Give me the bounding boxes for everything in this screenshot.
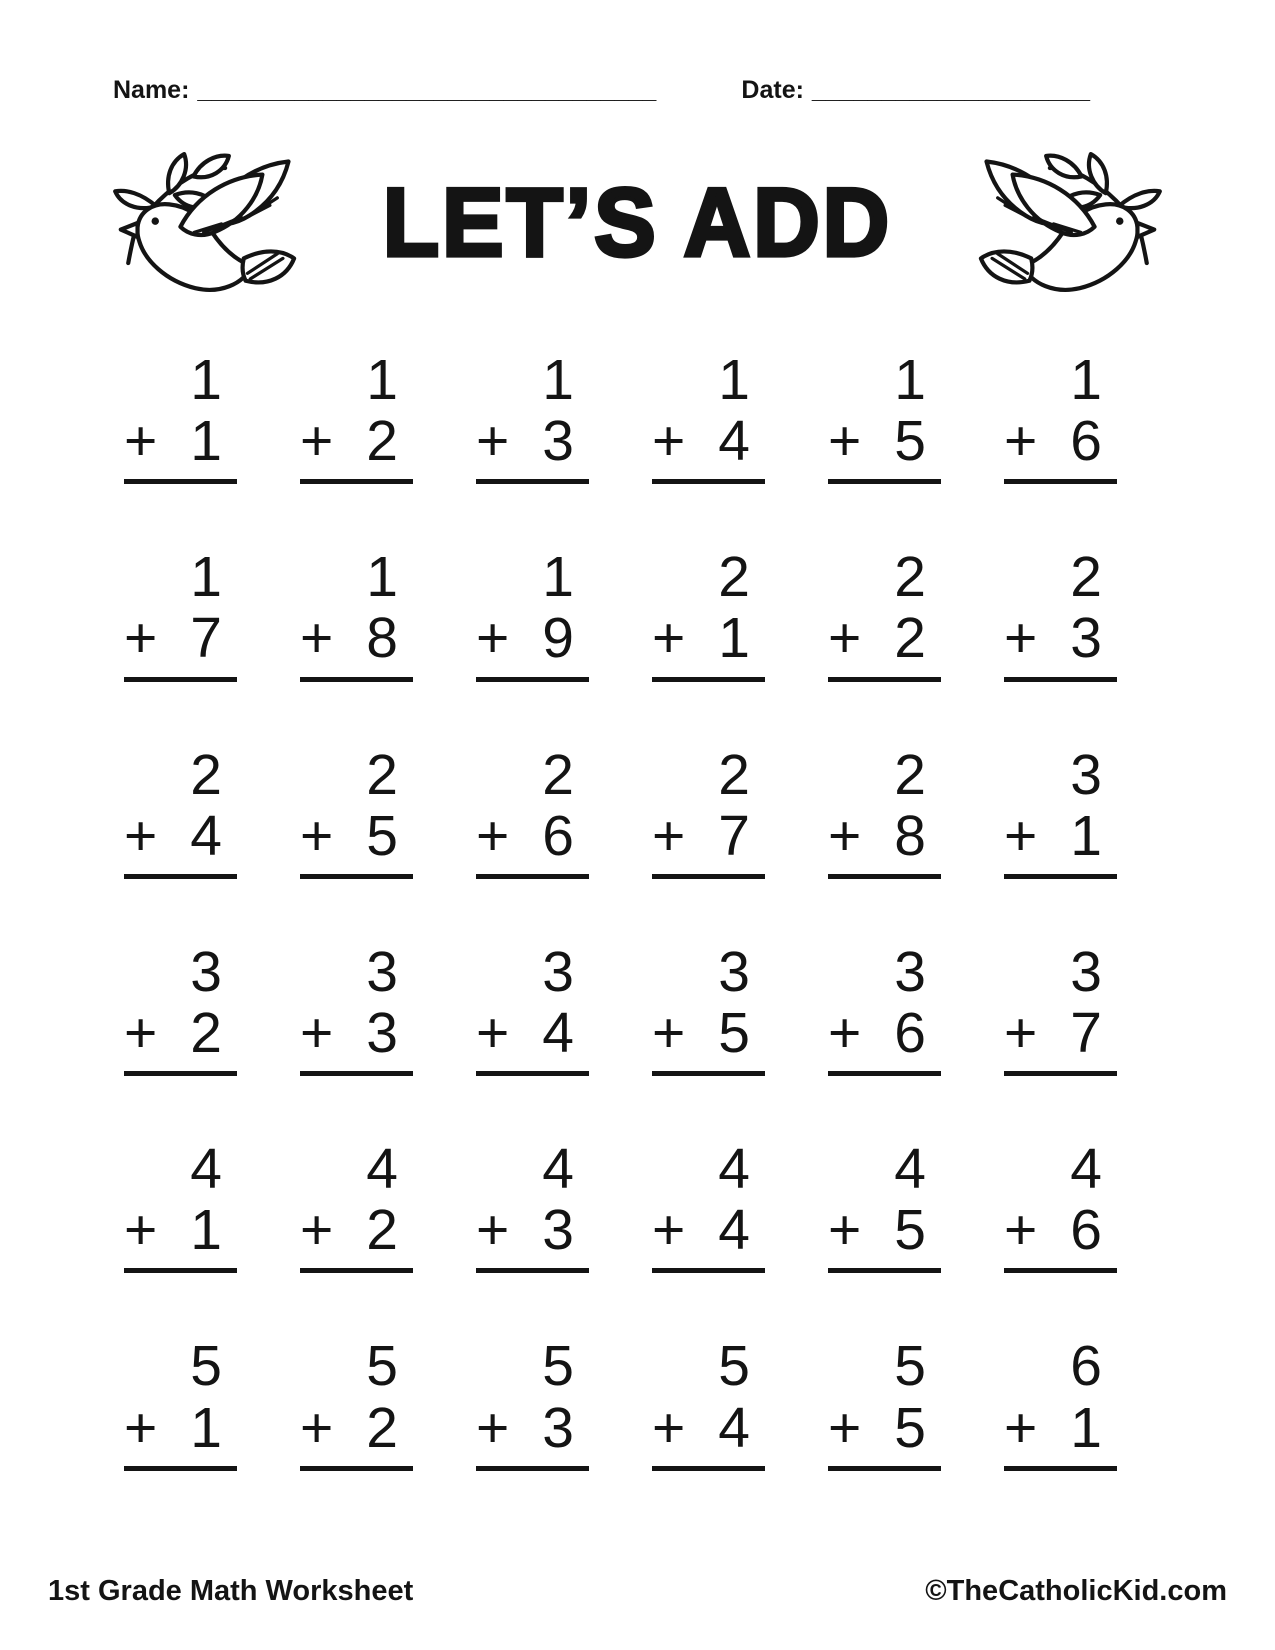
addition-problem <box>476 1334 589 1470</box>
top-addend: 6 <box>1070 1334 1102 1399</box>
top-addend: 5 <box>894 1334 926 1399</box>
top-addend: 3 <box>1070 939 1102 1004</box>
addition-problem <box>652 348 765 484</box>
bottom-addend: 7 <box>718 803 750 868</box>
plus-sign: + <box>476 803 510 868</box>
addition-problem <box>1004 545 1117 681</box>
answer-line[interactable] <box>124 1466 237 1471</box>
addition-problem <box>828 348 941 484</box>
plus-sign: + <box>300 409 334 474</box>
top-addend: 5 <box>190 1334 222 1399</box>
dove-icon-left <box>104 139 309 307</box>
answer-line[interactable] <box>652 1466 765 1471</box>
plus-sign: + <box>124 606 158 671</box>
plus-sign: + <box>652 1198 686 1263</box>
top-addend: 4 <box>542 1137 574 1202</box>
bottom-addend: 6 <box>1070 1198 1102 1263</box>
plus-sign: + <box>124 1395 158 1460</box>
date-label: Date: <box>741 76 804 104</box>
bottom-addend: 1 <box>718 606 750 671</box>
header <box>0 0 1275 105</box>
bottom-addend: 1 <box>1070 803 1102 868</box>
top-addend: 2 <box>718 545 750 610</box>
bottom-addend: 3 <box>542 409 574 474</box>
top-addend: 2 <box>718 742 750 807</box>
bottom-addend: 4 <box>190 803 222 868</box>
problem-row-5 <box>124 1137 1117 1273</box>
addition-problem <box>300 742 413 879</box>
bottom-addend: 5 <box>366 803 398 868</box>
addition-problem <box>124 939 237 1076</box>
addition-problem <box>828 939 941 1076</box>
answer-line[interactable] <box>124 677 237 682</box>
top-addend: 3 <box>894 939 926 1004</box>
answer-line[interactable] <box>300 1466 413 1471</box>
plus-sign: + <box>300 1000 334 1065</box>
problem-row-6 <box>124 1334 1117 1470</box>
addition-problem <box>652 939 765 1076</box>
answer-line[interactable] <box>828 479 941 484</box>
top-addend: 1 <box>894 348 926 412</box>
addition-problem <box>652 1137 765 1273</box>
addition-problem <box>300 545 413 681</box>
addition-problem <box>652 742 765 879</box>
top-addend: 1 <box>366 545 398 610</box>
addition-problem <box>300 1334 413 1470</box>
top-addend: 4 <box>718 1137 750 1202</box>
addition-problem <box>124 545 237 681</box>
bottom-addend: 2 <box>190 1000 222 1065</box>
answer-line[interactable] <box>124 874 237 879</box>
top-addend: 4 <box>190 1137 222 1202</box>
answer-line[interactable] <box>1004 1466 1117 1471</box>
bottom-addend: 6 <box>1070 409 1102 474</box>
top-addend: 3 <box>1070 742 1102 807</box>
top-addend: 1 <box>190 545 222 610</box>
top-addend: 5 <box>542 1334 574 1399</box>
plus-sign: + <box>828 1000 862 1065</box>
plus-sign: + <box>828 1395 862 1460</box>
bottom-addend: 3 <box>366 1000 398 1065</box>
addition-problem <box>828 1334 941 1470</box>
answer-line[interactable] <box>124 479 237 484</box>
bottom-addend: 7 <box>190 606 222 671</box>
plus-sign: + <box>300 1198 334 1263</box>
bottom-addend: 5 <box>894 1198 926 1263</box>
plus-sign: + <box>124 1198 158 1263</box>
answer-line[interactable] <box>1004 874 1117 879</box>
answer-line[interactable] <box>828 1466 941 1471</box>
answer-line[interactable] <box>300 1268 413 1273</box>
bottom-addend: 6 <box>542 803 574 868</box>
bottom-addend: 6 <box>894 1000 926 1065</box>
page-title: LET’S ADD <box>382 169 893 277</box>
plus-sign: + <box>652 409 686 474</box>
plus-sign: + <box>124 803 158 868</box>
footer-worksheet-label: 1st Grade Math Worksheet <box>48 1575 414 1607</box>
addition-problem <box>124 1137 237 1273</box>
plus-sign: + <box>828 1198 862 1263</box>
answer-line[interactable] <box>476 677 589 682</box>
answer-line[interactable] <box>1004 677 1117 682</box>
title-band <box>0 139 1275 307</box>
answer-line[interactable] <box>476 1268 589 1273</box>
addition-problem <box>300 1137 413 1273</box>
plus-sign: + <box>652 1395 686 1460</box>
addition-problem <box>828 545 941 681</box>
answer-line[interactable] <box>124 1268 237 1273</box>
plus-sign: + <box>300 606 334 671</box>
top-addend: 2 <box>366 742 398 807</box>
answer-line[interactable] <box>300 677 413 682</box>
answer-line[interactable] <box>652 479 765 484</box>
addition-problem <box>300 939 413 1076</box>
bottom-addend: 1 <box>190 1198 222 1263</box>
addition-problem <box>1004 1334 1117 1470</box>
bottom-addend: 2 <box>894 606 926 671</box>
addition-problem <box>476 939 589 1076</box>
footer <box>0 1575 1275 1608</box>
bottom-addend: 1 <box>190 409 222 474</box>
answer-line[interactable] <box>828 1071 941 1076</box>
problem-row-1 <box>124 348 1117 484</box>
top-addend: 1 <box>190 348 222 412</box>
addition-problem <box>124 1334 237 1470</box>
addition-problem <box>828 742 941 879</box>
plus-sign: + <box>124 1000 158 1065</box>
plus-sign: + <box>652 1000 686 1065</box>
top-addend: 1 <box>366 348 398 412</box>
bottom-addend: 9 <box>542 606 574 671</box>
top-addend: 2 <box>894 545 926 610</box>
bottom-addend: 8 <box>366 606 398 671</box>
name-field <box>113 76 656 105</box>
top-addend: 2 <box>1070 545 1102 610</box>
addition-problem <box>300 348 413 484</box>
answer-line[interactable] <box>652 677 765 682</box>
problems-grid <box>124 348 1117 1471</box>
plus-sign: + <box>1004 1198 1038 1263</box>
answer-line[interactable] <box>1004 1071 1117 1076</box>
answer-line[interactable] <box>476 479 589 484</box>
bottom-addend: 7 <box>1070 1000 1102 1065</box>
plus-sign: + <box>652 803 686 868</box>
top-addend: 4 <box>894 1137 926 1202</box>
top-addend: 4 <box>1070 1137 1102 1202</box>
answer-line[interactable] <box>476 1466 589 1471</box>
bottom-addend: 2 <box>366 1395 398 1460</box>
top-addend: 2 <box>894 742 926 807</box>
addition-problem <box>1004 742 1117 879</box>
date-line[interactable]: ____________________ <box>811 76 1090 104</box>
problem-row-3 <box>124 742 1117 879</box>
addition-problem <box>652 1334 765 1470</box>
addition-problem <box>1004 939 1117 1076</box>
answer-line[interactable] <box>300 479 413 484</box>
footer-attribution: ©TheCatholicKid.com <box>925 1575 1227 1607</box>
plus-sign: + <box>828 606 862 671</box>
answer-line[interactable] <box>476 874 589 879</box>
bottom-addend: 3 <box>542 1198 574 1263</box>
answer-line[interactable] <box>828 874 941 879</box>
bottom-addend: 8 <box>894 803 926 868</box>
top-addend: 1 <box>718 348 750 412</box>
problem-row-2 <box>124 545 1117 681</box>
bottom-addend: 4 <box>718 409 750 474</box>
answer-line[interactable] <box>652 874 765 879</box>
bottom-addend: 4 <box>718 1395 750 1460</box>
bottom-addend: 2 <box>366 1198 398 1263</box>
answer-line[interactable] <box>652 1071 765 1076</box>
plus-sign: + <box>1004 803 1038 868</box>
bottom-addend: 4 <box>718 1198 750 1263</box>
addition-problem <box>1004 1137 1117 1273</box>
answer-line[interactable] <box>1004 479 1117 484</box>
answer-line[interactable] <box>300 874 413 879</box>
bottom-addend: 5 <box>894 409 926 474</box>
addition-problem <box>1004 348 1117 484</box>
plus-sign: + <box>1004 1000 1038 1065</box>
addition-problem <box>476 742 589 879</box>
addition-problem <box>124 742 237 879</box>
addition-problem <box>652 545 765 681</box>
answer-line[interactable] <box>300 1071 413 1076</box>
plus-sign: + <box>476 1395 510 1460</box>
bottom-addend: 5 <box>718 1000 750 1065</box>
answer-line[interactable] <box>828 677 941 682</box>
dove-icon-right <box>966 139 1171 307</box>
plus-sign: + <box>476 1198 510 1263</box>
bottom-addend: 3 <box>542 1395 574 1460</box>
top-addend: 2 <box>190 742 222 807</box>
plus-sign: + <box>1004 1395 1038 1460</box>
plus-sign: + <box>300 803 334 868</box>
plus-sign: + <box>476 606 510 671</box>
top-addend: 4 <box>366 1137 398 1202</box>
top-addend: 1 <box>542 545 574 610</box>
top-addend: 5 <box>366 1334 398 1399</box>
bottom-addend: 1 <box>1070 1395 1102 1460</box>
plus-sign: + <box>652 606 686 671</box>
top-addend: 3 <box>718 939 750 1004</box>
top-addend: 3 <box>542 939 574 1004</box>
bottom-addend: 5 <box>894 1395 926 1460</box>
bottom-addend: 3 <box>1070 606 1102 671</box>
name-label: Name: <box>113 76 190 104</box>
answer-line[interactable] <box>828 1268 941 1273</box>
plus-sign: + <box>828 803 862 868</box>
addition-problem <box>476 348 589 484</box>
name-line[interactable]: _________________________________ <box>197 76 657 104</box>
top-addend: 1 <box>1070 348 1102 412</box>
plus-sign: + <box>476 409 510 474</box>
answer-line[interactable] <box>652 1268 765 1273</box>
plus-sign: + <box>1004 409 1038 474</box>
bottom-addend: 4 <box>542 1000 574 1065</box>
top-addend: 5 <box>718 1334 750 1399</box>
plus-sign: + <box>124 409 158 474</box>
answer-line[interactable] <box>124 1071 237 1076</box>
addition-problem <box>828 1137 941 1273</box>
bottom-addend: 1 <box>190 1395 222 1460</box>
addition-problem <box>476 1137 589 1273</box>
answer-line[interactable] <box>476 1071 589 1076</box>
top-addend: 2 <box>542 742 574 807</box>
bottom-addend: 2 <box>366 409 398 474</box>
plus-sign: + <box>300 1395 334 1460</box>
top-addend: 3 <box>366 939 398 1004</box>
top-addend: 1 <box>542 348 574 412</box>
addition-problem <box>476 545 589 681</box>
answer-line[interactable] <box>1004 1268 1117 1273</box>
date-field <box>741 76 1090 105</box>
plus-sign: + <box>1004 606 1038 671</box>
plus-sign: + <box>828 409 862 474</box>
addition-problem <box>124 348 237 484</box>
plus-sign: + <box>476 1000 510 1065</box>
problem-row-4 <box>124 939 1117 1076</box>
top-addend: 3 <box>190 939 222 1004</box>
